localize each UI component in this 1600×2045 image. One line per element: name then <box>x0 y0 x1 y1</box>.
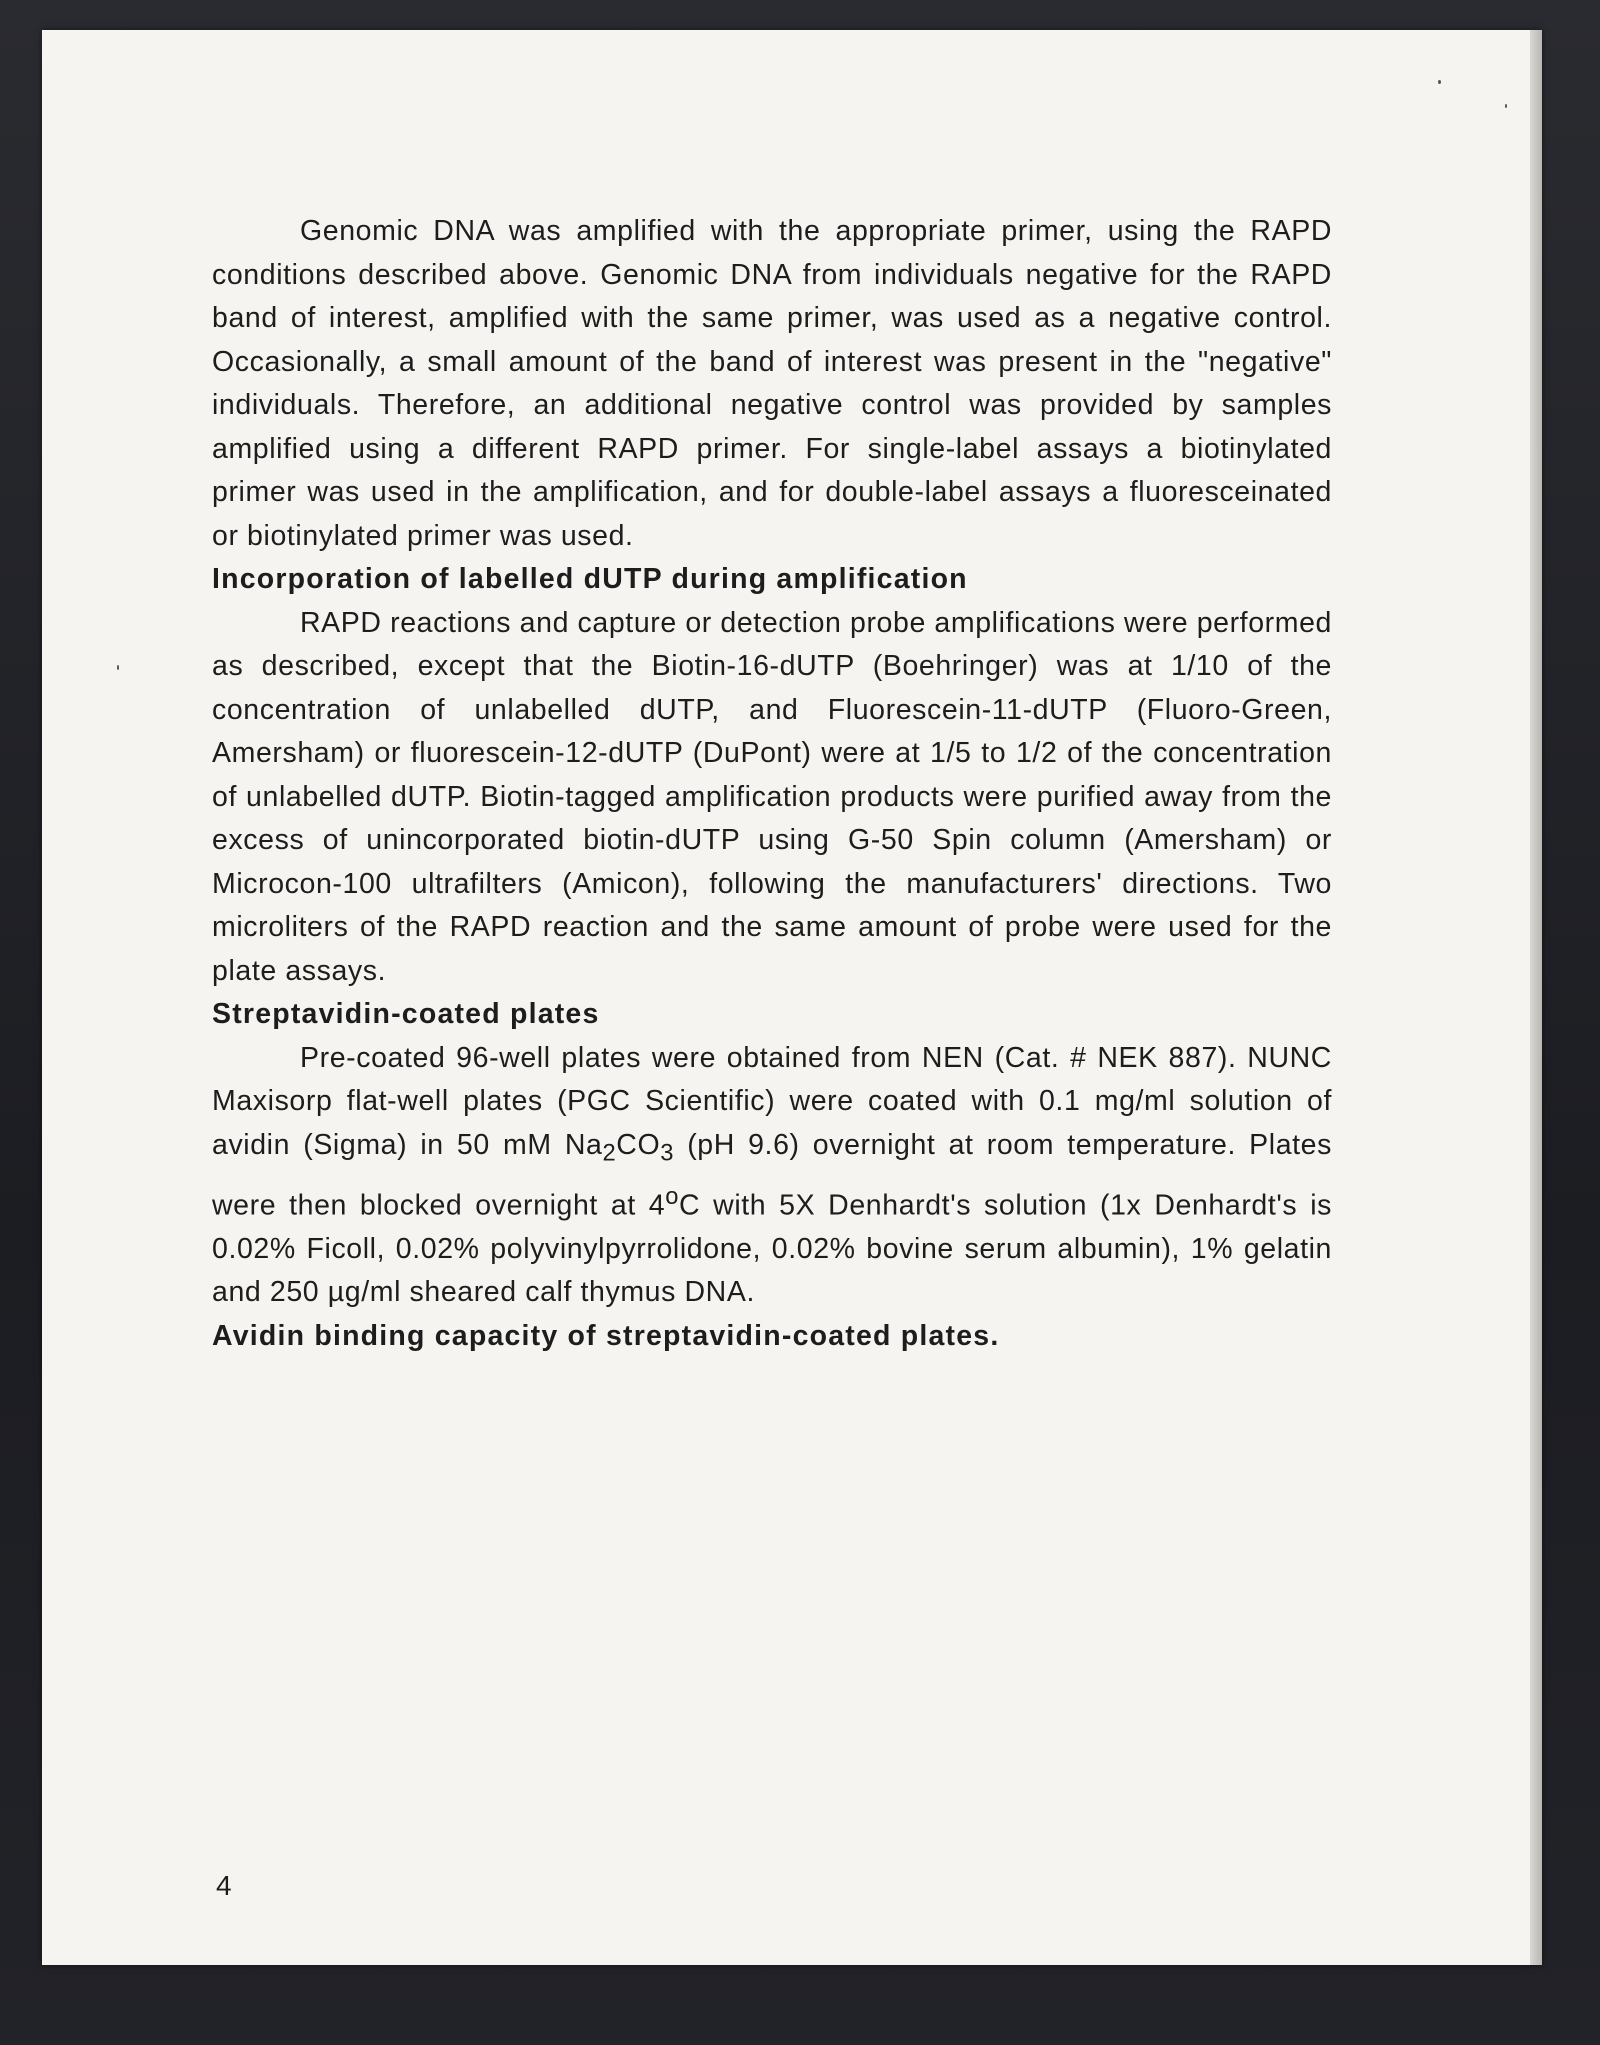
page-edge <box>1530 30 1542 1965</box>
paper-fleck <box>1438 80 1441 84</box>
heading-streptavidin: Streptavidin-coated plates <box>212 998 600 1030</box>
subscript-3: 3 <box>660 1139 675 1167</box>
streptavidin-text-4: C with 5X Denhardt's solution (1x Denhardt's is 0.02% Ficoll, 0.02% polyvinylpyrrolidone, 0.02% bovine serum albumin), 1% gelatin and 250 µg/ml sheared calf thymus DNA. <box>212 1189 1332 1309</box>
streptavidin-text-3: (pH 9.6) overnight at room temperature. Plates were then blocked overnight at 4 <box>212 1128 1332 1222</box>
heading-avidin-binding: Avidin binding capacity of streptavidin-coated plates. <box>212 1319 1000 1352</box>
incorporation-paragraph: RAPD reactions and capture or detection probe amplifications were performed as described, except that the Biotin-16-dUTP (Boehringer) was at 1/10 of the concentration of unlabelled dUTP, and Fluorescein-11-dUTP (Fluoro-Green, Amersham) or fluorescein-12-dUTP (DuPont) were at 1/5 to 1/2 of the concentration of unlabelled dUTP. Biotin-tagged amplification products were purified away from the excess of unincorporated biotin-dUTP using G-50 Spin column (Amersham) or Microcon-100 ultrafilters (Amicon), following the manufacturers' directions. Two microliters of the RAPD reaction and the same amount of probe were used for the plate assays. <box>212 606 1332 987</box>
streptavidin-text-1: Pre-coated 96-well plates were obtained from NEN (Cat. # NEK 887). NUNC Maxisorp flat-well plates (PGC Scientific) were coated with 0.1 mg/ml solution of avidin (Sigma) in 50 mM Na <box>212 1041 1332 1161</box>
paper-fleck <box>1505 104 1507 108</box>
page-number: 4 <box>216 1870 232 1901</box>
paper-fleck <box>117 665 119 670</box>
streptavidin-text-2: CO <box>616 1128 661 1161</box>
document-body <box>212 210 1332 1358</box>
intro-paragraph: Genomic DNA was amplified with the appropriate primer, using the RAPD conditions described above. Genomic DNA from individuals negative for the RAPD band of interest, amplified with the same primer, was used as a negative control. Occasionally, a small amount of the band of interest was present in the "negative" individuals. Therefore, an additional negative control was provided by samples amplified using a different RAPD primer. For single-label assays a biotinylated primer was used in the amplification, and for double-label assays a fluoresceinated or biotinylated primer was used. <box>212 215 1332 552</box>
heading-incorporation: Incorporation of labelled dUTP during amplification <box>212 563 968 595</box>
degree-superscript: o <box>665 1182 680 1210</box>
subscript-2: 2 <box>602 1139 617 1167</box>
streptavidin-paragraph <box>212 1037 1332 1315</box>
